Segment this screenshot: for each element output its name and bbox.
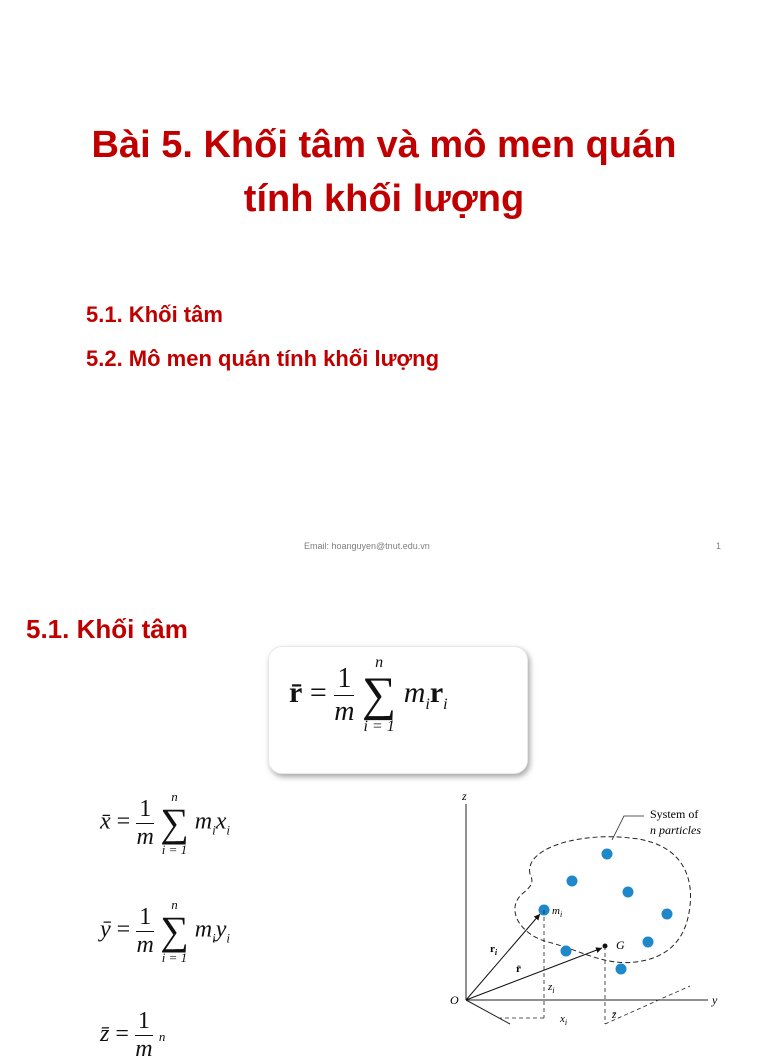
eq-z-sum-upper: n xyxy=(158,1029,166,1045)
eq-x-var: x xyxy=(215,808,227,835)
vector-equation-box xyxy=(268,646,528,774)
eq-x-den: m xyxy=(136,823,154,850)
vector-equation xyxy=(289,655,448,735)
eq-x-fraction xyxy=(136,796,154,851)
z-axis-label: z xyxy=(462,789,467,803)
system-label-line2: n particles xyxy=(650,823,701,837)
particle-system-figure xyxy=(440,786,768,1027)
eq-x-lhs: x̄ xyxy=(100,808,111,835)
particle xyxy=(567,876,578,887)
sum-lower: i = 1 xyxy=(363,718,395,735)
eq-y-var: y xyxy=(215,916,227,943)
eq-fraction xyxy=(334,663,354,728)
slide-title xyxy=(0,118,768,226)
eq-term-r: r xyxy=(429,675,444,709)
eq-denominator: m xyxy=(334,695,355,727)
sigma-glyph: ∑ xyxy=(361,668,397,721)
eq-x-sum-lower: i = 1 xyxy=(161,842,188,857)
eq-numerator: 1 xyxy=(334,663,354,696)
vector-r-i-label: $r_i$ xyxy=(490,943,498,957)
system-leader-line xyxy=(612,816,644,840)
particle xyxy=(643,937,654,948)
eq-x-sigma: ∑ xyxy=(160,800,189,845)
eq-x-term: m xyxy=(194,808,213,835)
slide-2 xyxy=(0,576,768,1062)
eq-y-sigma: ∑ xyxy=(160,908,189,953)
eq-y-den: m xyxy=(136,931,154,958)
x-axis xyxy=(466,1000,510,1024)
eq-y-equals: = xyxy=(116,916,131,943)
eq-y-sum-lower: i = 1 xyxy=(161,950,188,965)
toc-item-1: 5.1. Khối tâm xyxy=(86,302,223,327)
equation-y xyxy=(100,898,230,964)
particle xyxy=(623,887,634,898)
eq-y-num: 1 xyxy=(136,904,154,932)
eq-z-equals: = xyxy=(115,1021,129,1048)
vector-r-i xyxy=(466,914,540,1000)
eq-equals: = xyxy=(309,675,327,709)
system-label-line1: System of xyxy=(650,807,699,821)
vector-r-bar xyxy=(466,948,602,1000)
eq-x-num: 1 xyxy=(136,796,154,824)
eq-z-fraction xyxy=(135,1008,153,1063)
eq-x-equals: = xyxy=(116,808,131,835)
eq-z-den: m xyxy=(135,1036,153,1062)
particle xyxy=(662,909,673,920)
equation-z xyxy=(100,1008,165,1063)
eq-y-fraction xyxy=(136,904,154,959)
eq-y-term-sub: i xyxy=(212,930,216,946)
eq-term-m: m xyxy=(403,675,426,709)
vector-r-bar-label: r̄ xyxy=(516,963,521,975)
center-of-mass-label: G xyxy=(616,938,625,952)
eq-y-lhs: ȳ xyxy=(100,916,111,943)
eq-z-lhs: z̄ xyxy=(100,1021,110,1048)
eq-x-term-sub: i xyxy=(212,822,216,838)
eq-term-r-sub: i xyxy=(443,695,448,713)
eq-lhs: r̄ xyxy=(289,675,303,709)
y-axis-label: y xyxy=(712,993,718,1007)
particle xyxy=(616,964,627,975)
mass-label: $m_i$ xyxy=(552,905,563,919)
section-heading: 5.1. Khối tâm xyxy=(26,614,188,644)
eq-y-term: m xyxy=(194,916,213,943)
particle xyxy=(602,849,613,860)
slide-title-line-2: tính khối lượng xyxy=(243,178,525,220)
z-bar-label: z̄ xyxy=(612,1009,617,1021)
eq-x-sum xyxy=(160,790,189,856)
eq-x-var-sub: i xyxy=(226,822,230,838)
sum-symbol xyxy=(362,655,396,735)
eq-y-sum xyxy=(160,898,189,964)
z-i-label: $z_i$ xyxy=(548,981,555,995)
sum-upper: n xyxy=(375,654,384,671)
eq-term-m-sub: i xyxy=(425,695,430,713)
eq-y-var-sub: i xyxy=(226,930,230,946)
equation-x xyxy=(100,790,230,856)
eq-z-num: 1 xyxy=(135,1008,153,1036)
page-number: 1 xyxy=(716,541,722,551)
eq-x-sum-upper: n xyxy=(171,789,178,804)
footer-email: Email: hoanguyen@tnut.edu.vn xyxy=(304,541,430,551)
slide-title-line-1: Bài 5. Khối tâm và mô men quán xyxy=(91,124,677,166)
particle xyxy=(561,946,572,957)
origin-label: O xyxy=(450,993,459,1007)
toc-item-2: 5.2. Mô men quán tính khối lượng xyxy=(86,346,440,371)
eq-y-sum-upper: n xyxy=(171,897,178,912)
x-i-label: $x_i$ xyxy=(560,1013,568,1027)
